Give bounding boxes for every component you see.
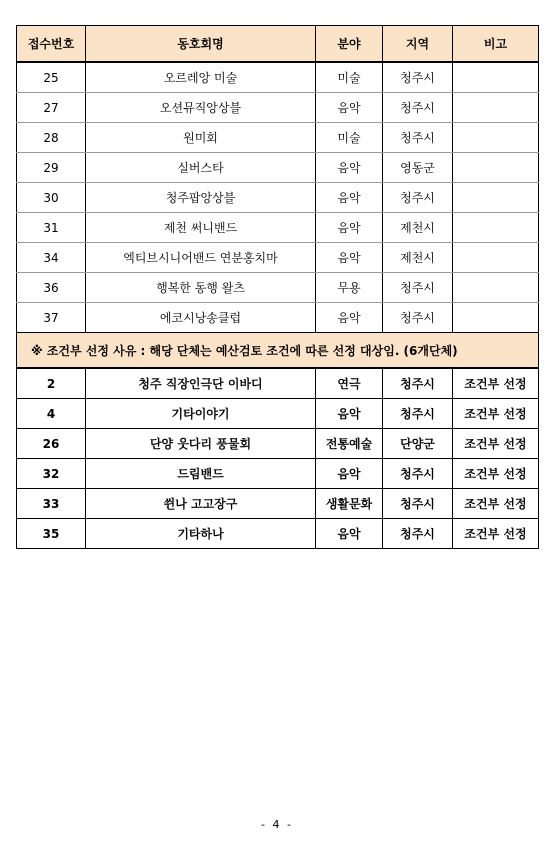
cell-remarks — [453, 123, 539, 153]
cell-receipt-number: 35 — [17, 519, 86, 549]
cell-receipt-number: 26 — [17, 429, 86, 459]
table-row — [17, 273, 539, 303]
cell-region: 청주시 — [383, 459, 453, 489]
cell-region: 청주시 — [383, 123, 453, 153]
cell-club-name: 원미회 — [86, 123, 316, 153]
page-number: - 4 - — [261, 818, 293, 831]
conditional-selection-note: ※ 조건부 선정 사유 : 해당 단체는 예산검토 조건에 따른 선정 대상임. (6개단체) — [17, 333, 539, 369]
cell-region: 제천시 — [383, 243, 453, 273]
cell-region: 단양군 — [383, 429, 453, 459]
cell-club-name: 오르레앙 미술 — [86, 62, 316, 93]
cell-region: 청주시 — [383, 489, 453, 519]
cell-remarks — [453, 62, 539, 93]
cell-field: 음악 — [316, 303, 383, 333]
cell-receipt-number: 2 — [17, 368, 86, 399]
cell-remarks: 조건부 선정 — [453, 429, 539, 459]
cell-club-name: 제천 써니밴드 — [86, 213, 316, 243]
table-row — [17, 489, 539, 519]
club-selection-table — [16, 25, 539, 549]
table-row — [17, 368, 539, 399]
cell-region: 청주시 — [383, 93, 453, 123]
cell-receipt-number: 36 — [17, 273, 86, 303]
cell-region: 영동군 — [383, 153, 453, 183]
header-club-name: 동호회명 — [86, 26, 316, 63]
table-row — [17, 93, 539, 123]
cell-receipt-number: 33 — [17, 489, 86, 519]
cell-field: 생활문화 — [316, 489, 383, 519]
cell-remarks — [453, 213, 539, 243]
cell-club-name: 청주 직장인극단 이바디 — [86, 368, 316, 399]
cell-remarks: 조건부 선정 — [453, 459, 539, 489]
cell-region: 청주시 — [383, 399, 453, 429]
cell-receipt-number: 4 — [17, 399, 86, 429]
header-receipt-number: 접수번호 — [17, 26, 86, 63]
cell-region: 청주시 — [383, 183, 453, 213]
cell-region: 청주시 — [383, 519, 453, 549]
cell-region: 청주시 — [383, 62, 453, 93]
cell-field: 음악 — [316, 459, 383, 489]
cell-field: 미술 — [316, 62, 383, 93]
cell-remarks — [453, 243, 539, 273]
cell-receipt-number: 25 — [17, 62, 86, 93]
cell-receipt-number: 27 — [17, 93, 86, 123]
cell-field: 미술 — [316, 123, 383, 153]
header-field: 분야 — [316, 26, 383, 63]
header-region: 지역 — [383, 26, 453, 63]
cell-receipt-number: 29 — [17, 153, 86, 183]
table-row — [17, 429, 539, 459]
cell-field: 음악 — [316, 93, 383, 123]
header-row — [17, 26, 539, 63]
cell-field: 음악 — [316, 183, 383, 213]
cell-receipt-number: 31 — [17, 213, 86, 243]
cell-field: 음악 — [316, 213, 383, 243]
cell-remarks: 조건부 선정 — [453, 519, 539, 549]
table-row — [17, 123, 539, 153]
cell-remarks: 조건부 선정 — [453, 489, 539, 519]
table-row — [17, 303, 539, 333]
cell-club-name: 실버스타 — [86, 153, 316, 183]
table-row — [17, 183, 539, 213]
table-row — [17, 243, 539, 273]
cell-club-name: 단양 웃다리 풍물회 — [86, 429, 316, 459]
cell-remarks — [453, 153, 539, 183]
cell-receipt-number: 37 — [17, 303, 86, 333]
cell-field: 연극 — [316, 368, 383, 399]
cell-receipt-number: 30 — [17, 183, 86, 213]
cell-remarks — [453, 93, 539, 123]
conditional-clubs-body — [17, 368, 539, 549]
table-row — [17, 519, 539, 549]
cell-field: 음악 — [316, 519, 383, 549]
cell-field: 음악 — [316, 153, 383, 183]
cell-club-name: 행복한 동행 왈츠 — [86, 273, 316, 303]
cell-remarks: 조건부 선정 — [453, 368, 539, 399]
cell-field: 음악 — [316, 243, 383, 273]
cell-region: 청주시 — [383, 303, 453, 333]
cell-club-name: 쒼나 고고장구 — [86, 489, 316, 519]
cell-club-name: 청주팝앙상블 — [86, 183, 316, 213]
table-header — [17, 26, 539, 63]
cell-field: 전통예술 — [316, 429, 383, 459]
cell-receipt-number: 32 — [17, 459, 86, 489]
table-row — [17, 62, 539, 93]
selected-clubs-body — [17, 62, 539, 333]
note-row — [17, 333, 539, 369]
cell-region: 청주시 — [383, 273, 453, 303]
cell-remarks — [453, 303, 539, 333]
cell-remarks — [453, 183, 539, 213]
cell-field: 음악 — [316, 399, 383, 429]
cell-club-name: 드림밴드 — [86, 459, 316, 489]
header-remarks: 비고 — [453, 26, 539, 63]
cell-remarks: 조건부 선정 — [453, 399, 539, 429]
cell-club-name: 기타하나 — [86, 519, 316, 549]
table-row — [17, 153, 539, 183]
cell-receipt-number: 28 — [17, 123, 86, 153]
note-body — [17, 333, 539, 369]
table-row — [17, 399, 539, 429]
cell-region: 제천시 — [383, 213, 453, 243]
table-row — [17, 213, 539, 243]
cell-club-name: 기타이야기 — [86, 399, 316, 429]
cell-club-name: 엑티브시니어밴드 연분홍치마 — [86, 243, 316, 273]
cell-club-name: 오션뮤직앙상블 — [86, 93, 316, 123]
cell-club-name: 에코시낭송클럽 — [86, 303, 316, 333]
cell-field: 무용 — [316, 273, 383, 303]
cell-receipt-number: 34 — [17, 243, 86, 273]
cell-region: 청주시 — [383, 368, 453, 399]
table-row — [17, 459, 539, 489]
cell-remarks — [453, 273, 539, 303]
